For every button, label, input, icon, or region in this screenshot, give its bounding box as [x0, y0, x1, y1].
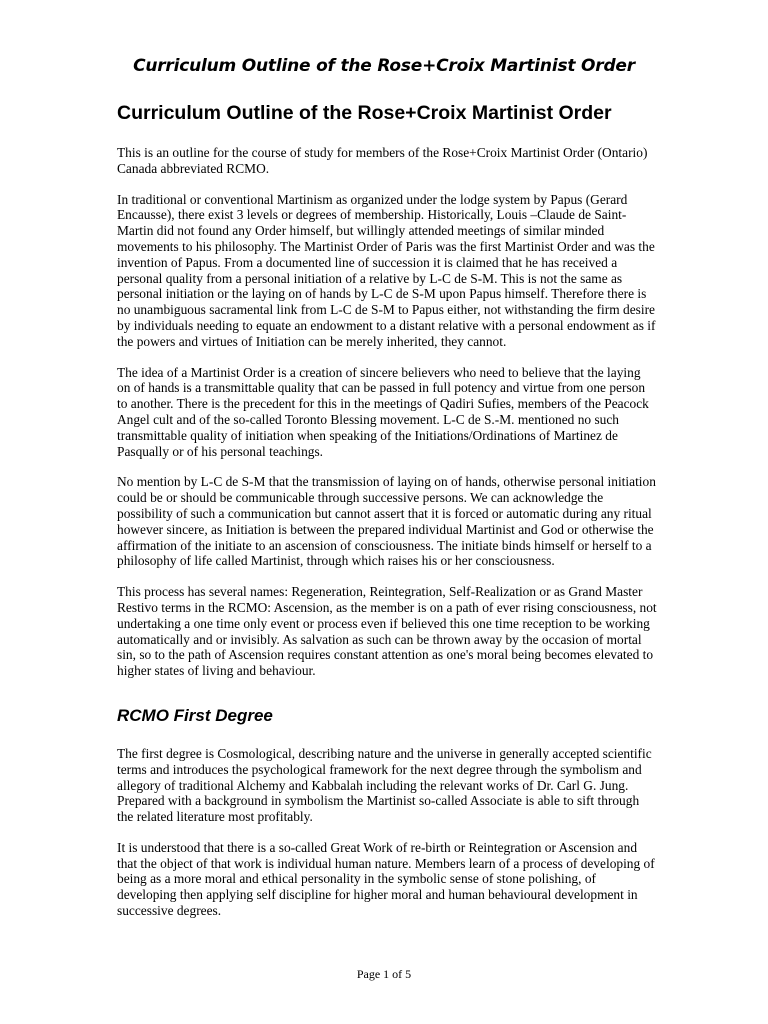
running-header: Curriculum Outline of the Rose+Croix Martinist Order [133, 56, 635, 76]
section-heading: RCMO First Degree [117, 705, 273, 725]
paragraph: In traditional or conventional Martinism as organized under the lodge system by Papus (Gerard Encausse), there exist 3 levels or degrees of membership. Historically, Louis –Claude de Saint-Martin did not found any Order himself, but willingly attended meetings of similar minded movements to his philosophy. The Martinist Order of Paris was the first Martinist Order and was the invention of Papus. From a documented line of succession it is claimed that he has received a personal quality from a personal initiation of a relative by L-C de S-M. This is not the same as personal initiation or the laying on of hands by L-C de S-M upon Papus himself. Therefore there is no unambiguous sacramental link from L-C de S-M to Papus either, not withstanding the firm desire by individuals needing to equate an endowment to a distant relative with a personal endowment as if the powers and virtues of Initiation can be merely inherited, they cannot. [117, 191, 656, 349]
page-number: Page 1 of 5 [356, 967, 412, 981]
paragraph: It is understood that there is a so-called Great Work of re-birth or Reintegration or Ascension and that the object of that work is individual human nature. Members learn of a process of developing of being as a more moral and ethical personality in the symbolic sense of stone polishing, of developing then applying self discipline for higher moral and human behavioural development in successive degrees. [117, 839, 655, 919]
paragraph: No mention by L-C de S-M that the transmission of laying on of hands, otherwise personal initiation could be or should be communicable through successive persons. We can acknowledge the possibility of such a communication but cannot assert that it is forced or automatic during any ritual however sincere, as Initiation is between the prepared individual Martinist and God or otherwise the affirmation of the initiate to an ascension of consciousness. The initiate binds himself or herself to a philosophy of life called Martinist, through which raises his or her consciousness. [117, 474, 656, 569]
document-title: Curriculum Outline of the Rose+Croix Martinist Order [117, 102, 612, 124]
paragraph: The first degree is Cosmological, describing nature and the universe in generally accepted scientific terms and introduces the psychological framework for the next degree through the symbolism and allegory of traditional Alchemy and Kabbalah including the relevant works of Dr. Carl G. Jung. Prepared with a background in symbolism the Martinist so-called Associate is able to sift through the related literature most profitably. [117, 745, 652, 825]
document-body [117, 101, 657, 934]
paragraph: This process has several names: Regeneration, Reintegration, Self-Realization or as Grand Master Restivo terms in the RCMO: Ascension, as the member is on a path of ever rising consciousness, not undertaking a one time only event or process even if believed this one time reception to be working automatically and or invisibly. As salvation as such can be thrown away by the occasion of mortal sin, so to the path of Ascension requires constant attention as one's moral being becomes elevated to higher states of living and behaviour. [117, 584, 657, 679]
paragraph: This is an outline for the course of study for members of the Rose+Croix Martinist Order (Ontario) Canada abbreviated RCMO. [117, 145, 648, 176]
paragraph: The idea of a Martinist Order is a creation of sincere believers who need to believe that the laying on of hands is a transmittable quality that can be passed in full potency and virtue from one person to another. There is the precedent for this in the meetings of Qadiri Sufies, members of the Peacock Angel cult and of the so-called Toronto Blessing movement. L-C de S.-M. mentioned no such transmittable quality of initiation when speaking of the Initiations/Ordinations of Martinez de Pasqually or of his personal teachings. [117, 364, 649, 459]
